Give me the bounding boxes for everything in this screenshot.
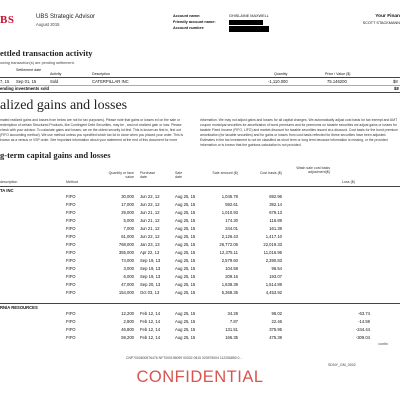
price-value: 75.146200: [327, 79, 347, 84]
table-row: [0, 242, 400, 250]
advisor-title: UBS Strategic Advisor: [36, 14, 96, 20]
purchase-date-cell: Feb 12, 14: [140, 335, 161, 340]
bates-number: SDNY_GM_0002: [328, 363, 356, 367]
quantity-cell: 3,000: [123, 266, 134, 271]
redaction-block: [229, 20, 263, 25]
table-row: [0, 282, 400, 290]
sale-date-cell: Aug 25, 15: [175, 202, 196, 207]
cost-basis-cell: 22,019.33: [263, 242, 282, 247]
table-row: [0, 250, 400, 258]
col-cost-basis: Cost basis ($): [259, 171, 282, 175]
activity: Sold: [50, 79, 59, 84]
quantity-cell: 7,000: [123, 226, 134, 231]
purchase-date-cell: Sep 19, 13: [140, 274, 161, 279]
sale-date-cell: Aug 25, 15: [175, 266, 196, 271]
financial-advisor-title: Your Finan: [375, 14, 400, 19]
method-cell: FIFO: [66, 290, 76, 295]
sale-amount-cell: 209.16: [225, 274, 238, 279]
cost-basis-cell: 116.89: [269, 218, 282, 223]
barcode-text: CNP7000600576476 NFT000196099 00002 0815 020575004 112256850 0...: [126, 356, 243, 360]
quantity: -1,110.000: [268, 79, 288, 84]
settlement-date: Sep 01, 15: [16, 79, 37, 84]
pending-total-amount: $8: [394, 86, 399, 91]
method-cell: FIFO: [66, 234, 76, 239]
sale-amount-cell: 1,010.93: [221, 210, 238, 215]
method-cell: FIFO: [66, 274, 76, 279]
loss-cell: -244.44: [355, 327, 370, 332]
quantity-cell: 6,000: [123, 274, 134, 279]
table-row: [0, 202, 400, 210]
sale-amount-cell: 34.28: [227, 311, 238, 316]
cost-basis-cell: 475.39: [269, 335, 282, 340]
sale-date-cell: Aug 25, 15: [175, 274, 196, 279]
quantity-cell: 46,800: [121, 327, 134, 332]
method-cell: FIFO: [66, 250, 76, 255]
long-term-heading: g-term capital gains and losses: [0, 150, 111, 160]
unsettled-subtitle: owing transaction(s) are pending settlement.: [0, 61, 75, 65]
sale-amount-cell: 174.30: [225, 218, 238, 223]
method-cell: FIFO: [66, 266, 76, 271]
sale-date-cell: Aug 25, 15: [175, 210, 196, 215]
cost-basis-cell: 193.07: [269, 274, 282, 279]
quantity-cell: 74,000: [121, 258, 134, 263]
table-row: [0, 226, 400, 234]
cost-basis-cell: 98.02: [271, 311, 282, 316]
quantity-cell: 59,200: [121, 335, 134, 340]
quantity-cell: 2,800: [123, 319, 134, 324]
method-cell: FIFO: [66, 319, 76, 324]
loss-cell: -63.74: [358, 311, 370, 316]
purchase-date-cell: Oct 03, 13: [140, 290, 160, 295]
col-loss: Loss ($): [342, 180, 355, 184]
col-activity: Activity: [50, 72, 62, 76]
sale-amount-cell: 166.35: [225, 335, 238, 340]
trade-date: 7, 15: [0, 79, 10, 84]
sale-date-cell: Aug 25, 15: [175, 226, 196, 231]
cost-basis-cell: 2,390.83: [265, 258, 282, 263]
gains-info-right: information. We may not adjust gains and losses for all capital changes. We automatically adjust cost basis for tax exempt and AMT coupon municipal securities for amortization of bond premiums and for premiums on taxable securities we adjust gains or losses for taxable Fixed Income (FIFO, LIFO) and market discount for taxable securities issued at a discount. Cost basis for the bond premium amortization (for taxable securities) and for gains or losses from cost basis reflected for these securities have been adjusted. Estimates in the tax investment to not be classified as short term or long term because information is missing, or the provided information or is known that the gainloss calculation is not provided.: [200, 118, 398, 147]
purchase-date-cell: Jun 22, 12: [140, 234, 160, 239]
sale-date-cell: Aug 25, 15: [175, 319, 196, 324]
table-row: [0, 327, 400, 335]
gains-info-left: mated realized gains and losses from below are not for tax purposes). Please note that gains or losses ed on the sale or redemption of certain Structured Products, like Contingent Debt Securities, may be , and not realized gain or loss. Please check with your advisor. To calculate gains and losses, we ne the oldest security lot first. This is known as first in, first out (FIFO accounting method). We use method unless you specified which tax lot to close when you placed your order. This is known as a versus or VSP order. See important information about your statement at the end of this document for more: [0, 118, 184, 142]
sale-amount-cell: 592.61: [225, 202, 238, 207]
quantity-cell: 5,000: [123, 218, 134, 223]
method-cell: FIFO: [66, 258, 76, 263]
quantity-cell: 30,000: [121, 194, 134, 199]
sale-date-cell: Aug 25, 15: [175, 290, 196, 295]
purchase-date-cell: Feb 12, 14: [140, 327, 161, 332]
ubs-logo: BS: [0, 14, 15, 26]
table-row: [0, 218, 400, 226]
cost-basis-cell: 96.54: [271, 266, 282, 271]
sale-date-cell: Aug 25, 15: [175, 194, 196, 199]
table-row: [0, 258, 400, 266]
purchase-date-cell: Jun 21, 12: [140, 218, 160, 223]
sale-date-cell: Aug 25, 15: [175, 327, 196, 332]
sale-amount-cell: 104.58: [225, 266, 238, 271]
cost-basis-cell: 1,514.89: [265, 282, 282, 287]
method-cell: FIFO: [66, 218, 76, 223]
cost-basis-cell: 22.46: [271, 319, 282, 324]
amount: $8: [393, 79, 398, 84]
loss-cell: -309.04: [355, 335, 370, 340]
sale-date-cell: Aug 25, 15: [175, 311, 196, 316]
purchase-date-cell: Jun 21, 12: [140, 226, 160, 231]
friendly-name-label: Friendly account name:: [173, 20, 216, 24]
purchase-date-cell: Jun 22, 12: [140, 194, 160, 199]
purchase-date-cell: Sep 19, 13: [140, 258, 161, 263]
sale-amount-cell: 12,375.11: [219, 250, 238, 255]
method-cell: FIFO: [66, 327, 76, 332]
col-sale-amount: Sale amount ($): [212, 171, 238, 175]
sale-date-cell: Aug 25, 15: [175, 242, 196, 247]
purchase-date-cell: Feb 12, 14: [140, 319, 161, 324]
table-row: [0, 274, 400, 282]
method-cell: FIFO: [66, 335, 76, 340]
purchase-date-cell: Sep 20, 13: [140, 282, 161, 287]
table-row: [0, 210, 400, 218]
method-cell: FIFO: [66, 202, 76, 207]
account-name-value: GHISLAINE MAXWELL: [229, 14, 269, 18]
sale-date-cell: Aug 25, 15: [175, 250, 196, 255]
table-row: [0, 194, 400, 202]
pending-total-label: ending investments sold: [0, 86, 50, 91]
col-price-value: Price / Value ($): [325, 72, 351, 76]
cost-basis-cell: 4,453.92: [265, 290, 282, 295]
purchase-date-cell: Apr 22, 13: [140, 250, 160, 255]
method-cell: FIFO: [66, 282, 76, 287]
sale-date-cell: Aug 25, 15: [175, 258, 196, 263]
sale-date-cell: Aug 25, 15: [175, 234, 196, 239]
loss-cell: -14.59: [358, 319, 370, 324]
sale-amount-cell: 1,638.39: [221, 282, 238, 287]
quantity-cell: 61,000: [121, 234, 134, 239]
sale-date-cell: Aug 25, 15: [175, 282, 196, 287]
sale-amount-cell: 2,126.43: [221, 234, 238, 239]
method-cell: FIFO: [66, 194, 76, 199]
purchase-date-cell: Sep 19, 13: [140, 266, 161, 271]
quantity-cell: 29,000: [121, 210, 134, 215]
confidential-stamp: CONFIDENTIAL: [136, 368, 264, 386]
account-number-label: Account number:: [173, 26, 205, 30]
gains-losses-heading: alized gains and losses: [0, 98, 128, 113]
sale-amount-cell: 1,045.78: [221, 194, 238, 199]
continued-label: contin: [378, 342, 388, 346]
sale-amount-cell: 244.01: [225, 226, 238, 231]
sale-amount-cell: 26,772.06: [219, 242, 238, 247]
sale-date-cell: Aug 25, 15: [175, 218, 196, 223]
cost-basis-cell: 679.13: [269, 210, 282, 215]
table-row: [0, 319, 400, 327]
col-description: Description: [92, 72, 110, 76]
cost-basis-cell: 11,016.95: [263, 250, 282, 255]
col-wash-sale: Wash sale cost basis adjustment($): [296, 166, 330, 175]
col-settlement-date: Settlement date: [16, 68, 42, 72]
col-quantity: Quantity: [274, 72, 288, 76]
sale-date-cell: Aug 25, 15: [175, 335, 196, 340]
quantity-cell: 154,000: [118, 290, 134, 295]
security-name: RNIA RESOURCES: [0, 305, 38, 310]
method-cell: FIFO: [66, 311, 76, 316]
col-desc: description: [0, 180, 18, 184]
sale-amount-cell: 5,368.35: [221, 290, 238, 295]
account-name-label: Account name:: [173, 14, 201, 18]
sale-amount-cell: 2,579.60: [221, 258, 238, 263]
purchase-date-cell: Feb 12, 14: [140, 311, 161, 316]
unsettled-heading: ettled transaction activity: [0, 48, 93, 58]
col-method: Method: [66, 180, 78, 184]
table-row: [0, 311, 400, 319]
security-name: TA INC: [0, 188, 14, 193]
purchase-date-cell: Jun 21, 12: [140, 210, 160, 215]
col-sale-date: Sale date: [175, 171, 183, 180]
quantity-cell: 47,000: [121, 282, 134, 287]
quantity-cell: 12,200: [121, 311, 134, 316]
table-row: [0, 266, 400, 274]
quantity-cell: 17,000: [121, 202, 134, 207]
redaction-block: [229, 26, 269, 32]
cost-basis-cell: 375.95: [269, 327, 282, 332]
statement-date: August 2015: [36, 22, 60, 27]
quantity-cell: 355,000: [118, 250, 134, 255]
method-cell: FIFO: [66, 242, 76, 247]
method-cell: FIFO: [66, 210, 76, 215]
table-row: [0, 234, 400, 242]
col-quantity: Quantity or face value: [108, 171, 134, 180]
col-purchase-date: Purchase date: [140, 171, 156, 180]
table-row: [0, 290, 400, 298]
method-cell: FIFO: [66, 226, 76, 231]
cost-basis-cell: 1,417.10: [265, 234, 282, 239]
purchase-date-cell: Jun 22, 12: [140, 202, 160, 207]
quantity-cell: 768,000: [118, 242, 134, 247]
cost-basis-cell: 161.39: [269, 226, 282, 231]
sale-amount-cell: 131.51: [225, 327, 238, 332]
financial-advisor-name: SCOTT STACKMANN: [362, 21, 400, 25]
cost-basis-cell: 392.14: [269, 202, 282, 207]
table-row: [0, 335, 400, 343]
sale-amount-cell: 7.87: [229, 319, 238, 324]
purchase-date-cell: Jan 23, 13: [140, 242, 160, 247]
description: CATERPILLAR INC: [92, 79, 129, 84]
cost-basis-cell: 692.96: [269, 194, 282, 199]
